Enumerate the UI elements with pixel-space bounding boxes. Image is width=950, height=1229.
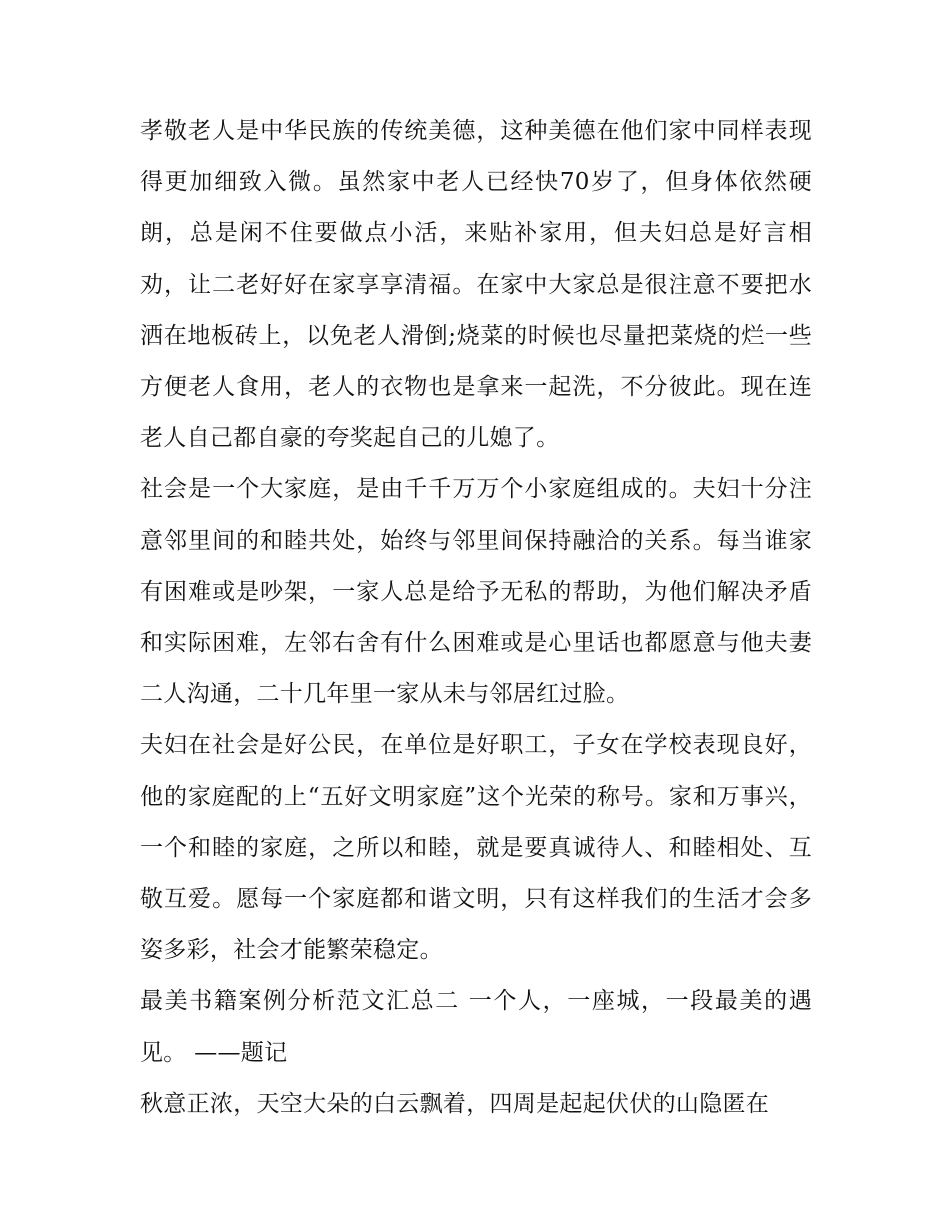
paragraph-model-family: 夫妇在社会是好公民，在单位是好职工，子女在学校表现良好，他的家庭配的上“五好文明家庭”这个光荣的称号。家和万事兴，一个和睦的家庭，之所以和睦，就是要真诚待人、和睦相处、互敬互爱。愿每一个家庭都和谐文明，只有这样我们的生活才会多姿多彩，社会才能繁荣稳定。 — [140, 732, 812, 964]
document-body — [140, 106, 812, 1130]
paragraph-section-heading: 最美书籍案例分析范文汇总二 一个人，一座城，一段最美的遇见。 ——题记 — [140, 988, 812, 1066]
paragraph-respect-elders: 孝敬老人是中华民族的传统美德，这种美德在他们家中同样表现得更加细致入微。虽然家中老人已经快70岁了，但身体依然硬朗，总是闲不住要做点小活，来贴补家用，但夫妇总是好言相劝，让二老好好在家享享清福。在家中大家总是很注意不要把水洒在地板砖上，以免老人滑倒;烧菜的时候也尽量把菜烧的烂一些方便老人食用，老人的衣物也是拿来一起洗，不分彼此。现在连老人自己都自豪的夸奖起自己的儿媳了。 — [140, 118, 812, 452]
paragraph-autumn: 秋意正浓，天空大朵的白云飘着，四周是起起伏伏的山隐匿在 — [140, 1090, 770, 1117]
paragraph-neighbors: 社会是一个大家庭，是由千千万万个小家庭组成的。夫妇十分注意邻里间的和睦共处，始终与邻里间保持融洽的关系。每当谁家有困难或是吵架，一家人总是给予无私的帮助，为他们解决矛盾和实际困难，左邻右舍有什么困难或是心里话也都愿意与他夫妻二人沟通，二十几年里一家从未与邻居红过脸。 — [140, 476, 812, 708]
